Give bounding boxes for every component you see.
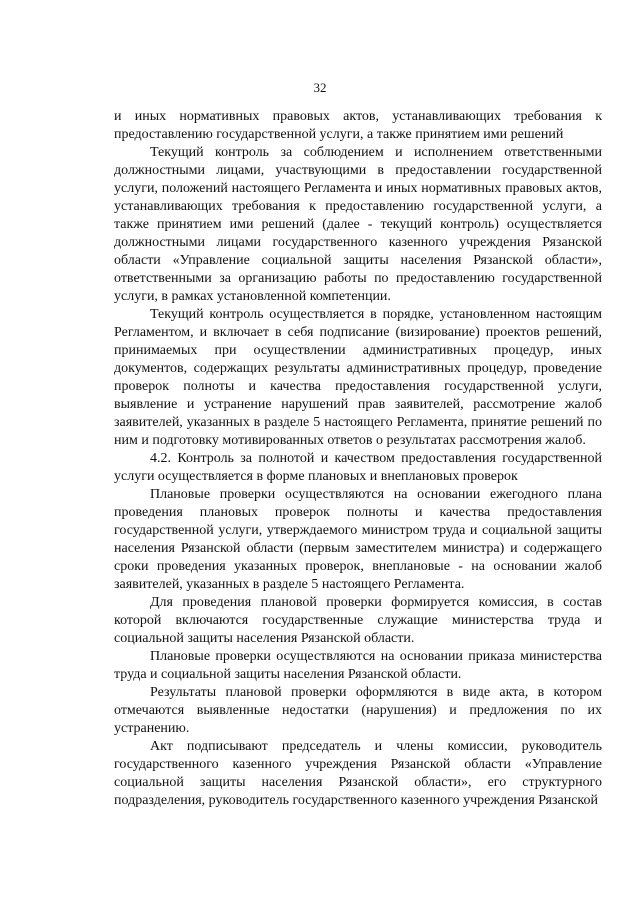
document-body (114, 108, 602, 810)
paragraph-inspection-order: Плановые проверки осуществляются на основании приказа министерства труда и социальной защиты населения Рязанской области. (114, 649, 602, 682)
paragraph-act-signatories: Акт подписывают председатель и члены комиссии, руководитель государственного казенного учреждения Рязанской области «Управление социальной защиты населения Рязанской области», его структурного подразделения, руководитель государственного казенного учреждения Рязанской (114, 739, 602, 808)
paragraph-planned-inspections: Плановые проверки осуществляются на основании ежегодного плана проведения плановых проверок полноты и качества предоставления государственной услуги, утверждаемого министром труда и социальной защиты населения Рязанской области (первым заместителем министра) и содержащего сроки проведения указанных проверок, внеплановые - на основании жалоб заявителей, указанных в разделе 5 настоящего Регламента. (114, 487, 602, 592)
paragraph-continuation: и иных нормативных правовых актов, устанавливающих требования к предоставлению государственной услуги, а также принятием ими решений (114, 109, 602, 142)
page-number: 32 (313, 80, 327, 95)
paragraph-current-control: Текущий контроль за соблюдением и исполнением ответственными должностными лицами, участвующими в предоставлении государственной услуги, положений настоящего Регламента и иных нормативных правовых актов, устанавливающих требования к предоставлению государственной услуги, а также принятием ими решений (далее - текущий контроль) осуществляется должностными лицами государственного казенного учреждения Рязанской области «Управление социальной защиты населения Рязанской области», ответственными за организацию работы по предоставлению государственной услуги, в рамках установленной компетенции. (114, 145, 602, 304)
paragraph-inspection-results: Результаты плановой проверки оформляются в виде акта, в котором отмечаются выявленные недостатки (нарушения) и предложения по их устранению. (114, 685, 602, 736)
paragraph-section-4-2: 4.2. Контроль за полнотой и качеством предоставления государственной услуги осуществляется в форме плановых и внеплановых проверок (114, 451, 602, 484)
paragraph-current-control-procedure: Текущий контроль осуществляется в порядке, установленном настоящим Регламентом, и включает в себя подписание (визирование) проектов решений, принимаемых при осуществлении административных процедур, иных документов, содержащих результаты административных процедур, проведение проверок полноты и качества предоставления государственной услуги, выявление и устранение нарушений прав заявителей, рассмотрение жалоб заявителей, указанных в разделе 5 настоящего Регламента, принятие решений по ним и подготовку мотивированных ответов о результатах рассмотрения жалоб. (114, 307, 602, 448)
paragraph-commission: Для проведения плановой проверки формируется комиссия, в состав которой включаются государственные служащие министерства труда и социальной защиты населения Рязанской области. (114, 595, 602, 646)
